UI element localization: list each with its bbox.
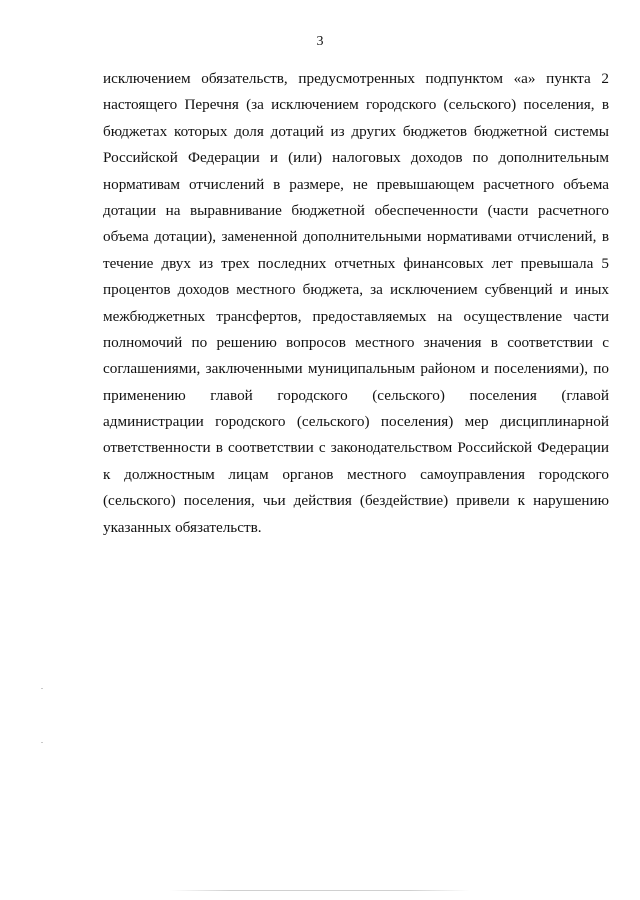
- paragraph-line: указанных обязательств.: [103, 518, 262, 536]
- paragraph-line: процентов доходов местного бюджета, за исключением субвенций и иных: [103, 281, 609, 299]
- paragraph-line: нормативам отчислений в размере, не превышающем расчетного объема: [103, 175, 609, 193]
- paragraph-line: применению главой городского (сельского) поселения (главой: [103, 386, 609, 404]
- paragraph-line: к должностным лицам органов местного самоуправления городского: [103, 465, 609, 483]
- scan-artifact: [41, 688, 43, 689]
- paragraph-line: соглашениями, заключенными муниципальным районом и поселениями), по: [103, 360, 609, 378]
- paragraph-line: полномочий по решению вопросов местного значения в соответствии с: [103, 333, 609, 351]
- scan-edge-line: [170, 890, 470, 891]
- paragraph-line: объема дотации), замененной дополнительными нормативами отчислений, в: [103, 228, 609, 246]
- paragraph-line: настоящего Перечня (за исключением городского (сельского) поселения, в: [103, 96, 609, 114]
- paragraph-line: межбюджетных трансфертов, предоставляемых на осуществление части: [103, 307, 609, 325]
- paragraph-line: течение двух из трех последних отчетных финансовых лет превышала 5: [103, 254, 609, 272]
- paragraph-line: ответственности в соответствии с законодательством Российской Федерации: [103, 439, 609, 457]
- page-number: 3: [316, 34, 324, 49]
- paragraph-line: исключением обязательств, предусмотренных подпунктом «а» пункта 2: [103, 70, 609, 87]
- paragraph-line: бюджетах которых доля дотаций из других бюджетов бюджетной системы: [103, 122, 609, 140]
- paragraph-line: администрации городского (сельского) поселения) мер дисциплинарной: [103, 413, 609, 431]
- body-paragraph: [103, 66, 609, 541]
- paragraph-line: Российской Федерации и (или) налоговых доходов по дополнительным: [103, 149, 609, 167]
- scan-artifact: [41, 742, 43, 743]
- paragraph-line: дотации на выравнивание бюджетной обеспеченности (части расчетного: [103, 201, 609, 219]
- paragraph-line: (сельского) поселения, чьи действия (бездействие) привели к нарушению: [103, 492, 609, 510]
